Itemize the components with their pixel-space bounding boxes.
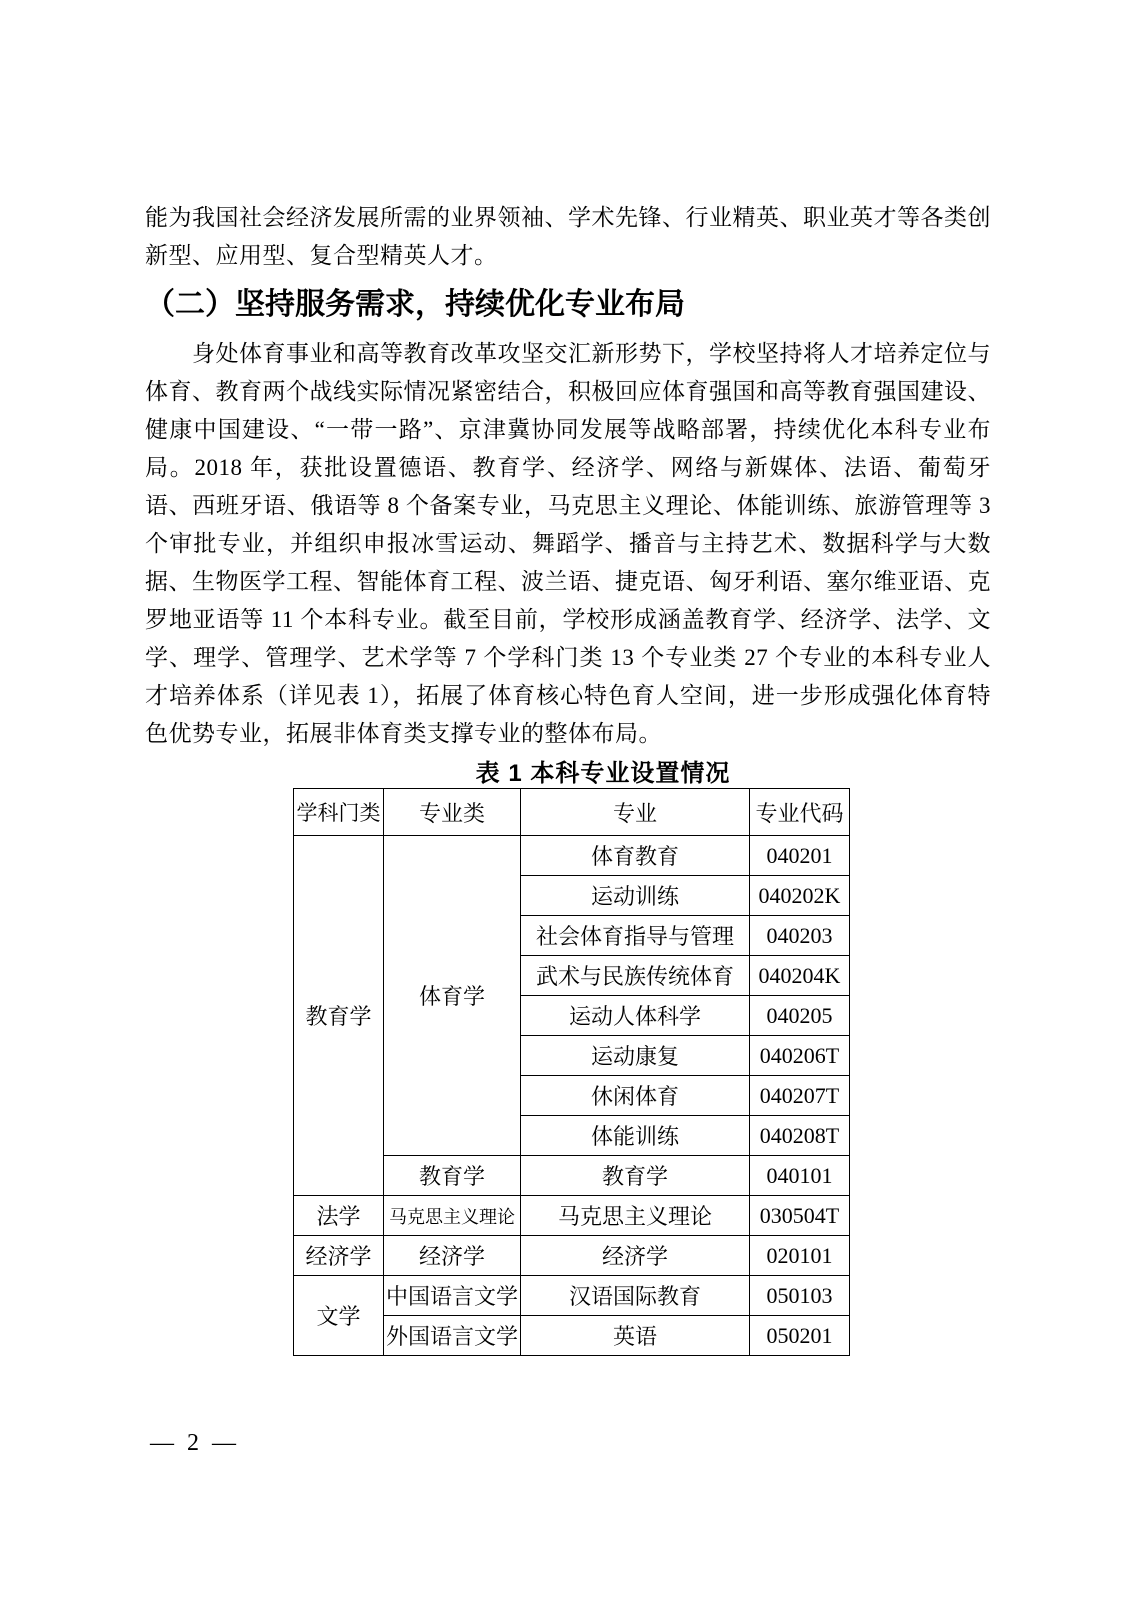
paragraph-intro: 能为我国社会经济发展所需的业界领袖、学术先锋、行业精英、职业英才等各类创新型、应用型、复合型精英人才。 <box>145 205 991 268</box>
cell-major: 休闲体育 <box>521 1076 750 1116</box>
cell-major: 马克思主义理论 <box>521 1196 750 1236</box>
page-number: — 2 — <box>150 1430 237 1456</box>
cell-code: 050103 <box>750 1276 850 1316</box>
majors-table <box>293 788 850 1356</box>
cell-major: 英语 <box>521 1316 750 1356</box>
cell-code: 040101 <box>750 1156 850 1196</box>
cell-major: 体能训练 <box>521 1116 750 1156</box>
col-header-code: 专业代码 <box>750 789 850 836</box>
cell-major: 体育教育 <box>521 836 750 876</box>
table-row <box>294 1276 850 1316</box>
table-caption: 表 1 本科专业设置情况 <box>475 760 731 787</box>
cell-major-class: 马克思主义理论 <box>384 1196 521 1236</box>
cell-major: 教育学 <box>521 1156 750 1196</box>
table-row <box>294 836 850 876</box>
cell-code: 020101 <box>750 1236 850 1276</box>
cell-major-class: 外国语言文学 <box>384 1316 521 1356</box>
cell-discipline: 法学 <box>294 1196 384 1236</box>
col-header-discipline: 学科门类 <box>294 789 384 836</box>
cell-major-class: 经济学 <box>384 1236 521 1276</box>
cell-major: 经济学 <box>521 1236 750 1276</box>
table-header-row <box>294 789 850 836</box>
cell-major: 运动人体科学 <box>521 996 750 1036</box>
cell-major: 武术与民族传统体育 <box>521 956 750 996</box>
cell-code: 040208T <box>750 1116 850 1156</box>
table-row <box>294 1236 850 1276</box>
col-header-major: 专业 <box>521 789 750 836</box>
cell-code: 040202K <box>750 876 850 916</box>
cell-code: 040204K <box>750 956 850 996</box>
cell-major: 运动康复 <box>521 1036 750 1076</box>
col-header-major-class: 专业类 <box>384 789 521 836</box>
cell-major: 社会体育指导与管理 <box>521 916 750 956</box>
cell-major-class: 体育学 <box>384 836 521 1156</box>
cell-code: 040205 <box>750 996 850 1036</box>
cell-code: 030504T <box>750 1196 850 1236</box>
paragraph-body: 身处体育事业和高等教育改革攻坚交汇新形势下，学校坚持将人才培养定位与体育、教育两个战线实际情况紧密结合，积极回应体育强国和高等教育强国建设、健康中国建设、“一带一路”、京津冀协同发展等战略部署，持续优化本科专业布局。2018 年，获批设置德语、教育学、经济学、网络与新媒体、法语、葡萄牙语、西班牙语、俄语等 8 个备案专业，马克思主义理论、体能训练、旅游管理等 3 个审批专业，并组织申报冰雪运动、舞蹈学、播音与主持艺术、数据科学与大数据、生物医学工程、智能体育工程、波兰语、捷克语、匈牙利语、塞尔维亚语、克罗地亚语等 11 个本科专业。截至目前，学校形成涵盖教育学、经济学、法学、文学、理学、管理学、艺术学等 7 个学科门类 13 个专业类 27 个专业的本科专业人才培养体系（详见表 1），拓展了体育核心特色育人空间，进一步形成强化体育特色优势专业，拓展非体育类支撑专业的整体布局。 <box>145 341 991 746</box>
cell-major: 运动训练 <box>521 876 750 916</box>
cell-discipline: 文学 <box>294 1276 384 1356</box>
cell-major: 汉语国际教育 <box>521 1276 750 1316</box>
cell-code: 040207T <box>750 1076 850 1116</box>
cell-code: 040201 <box>750 836 850 876</box>
cell-code: 040203 <box>750 916 850 956</box>
section-heading: （二）坚持服务需求，持续优化专业布局 <box>145 288 685 321</box>
cell-code: 040206T <box>750 1036 850 1076</box>
cell-discipline: 教育学 <box>294 836 384 1196</box>
cell-major-class: 中国语言文学 <box>384 1276 521 1316</box>
cell-discipline: 经济学 <box>294 1236 384 1276</box>
table-row <box>294 1196 850 1236</box>
cell-code: 050201 <box>750 1316 850 1356</box>
cell-major-class: 教育学 <box>384 1156 521 1196</box>
